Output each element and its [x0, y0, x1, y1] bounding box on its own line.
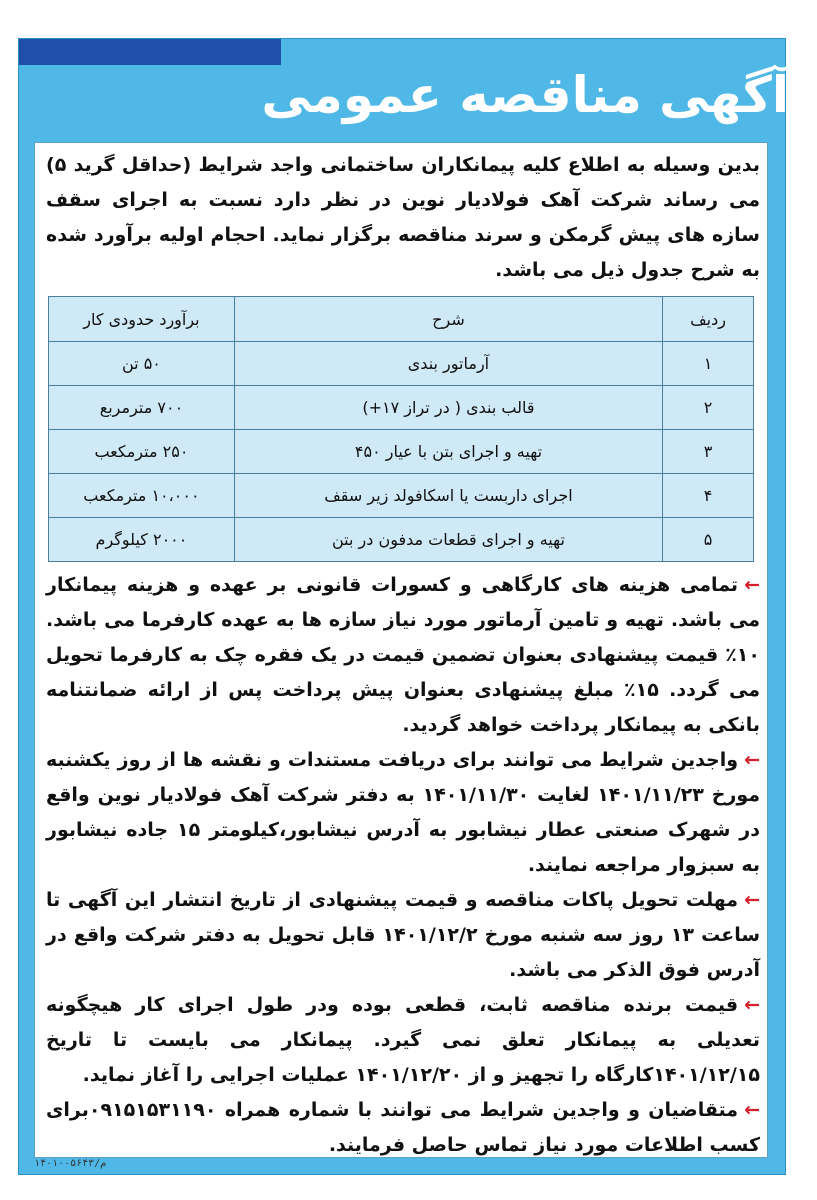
- row-index: ۴: [663, 474, 754, 518]
- table-header-row: [49, 297, 754, 342]
- table-row: [49, 342, 754, 386]
- table-row: [49, 430, 754, 474]
- row-description: تهیه و اجرای بتن با عیار ۴۵۰: [234, 430, 662, 474]
- condition-paragraph: [46, 568, 760, 743]
- condition-paragraph: [46, 1093, 760, 1163]
- row-description: اجرای داربست یا اسکافولد زیر سقف: [234, 474, 662, 518]
- row-index: ۳: [663, 430, 754, 474]
- condition-paragraph: [46, 988, 760, 1093]
- table-row: [49, 386, 754, 430]
- table-row: [49, 518, 754, 562]
- header-description: شرح: [234, 297, 662, 342]
- arrow-left-icon: ←: [744, 889, 760, 911]
- arrow-left-icon: ←: [744, 749, 760, 771]
- row-estimate: ۷۰۰ مترمربع: [49, 386, 235, 430]
- notice-content: [34, 148, 768, 1163]
- arrow-left-icon: ←: [744, 574, 760, 596]
- condition-text: مهلت تحویل پاکات مناقصه و قیمت پیشنهادی از تاریخ انتشار این آگهی تا ساعت ۱۳ روز سه شنبه مورخ ۱۴۰۱/۱۲/۲ قابل تحویل به دفتر شرکت واقع در آدرس فوق الذکر می باشد.: [46, 889, 761, 981]
- row-description: تهیه و اجرای قطعات مدفون در بتن: [234, 518, 662, 562]
- notice-title: آگهی مناقصه عمومی: [261, 66, 789, 124]
- condition-paragraph: [46, 743, 760, 883]
- row-index: ۲: [663, 386, 754, 430]
- condition-text: متقاضیان و واجدین شرایط می توانند با شماره همراه ۰۹۱۵۱۵۳۱۱۹۰برای کسب اطلاعات مورد نیاز تماس حاصل فرمایند.: [46, 1099, 760, 1156]
- publication-code: م/۱۴۰۱۰۰۵۶۴۳: [34, 1158, 107, 1169]
- row-estimate: ۵۰ تن: [49, 342, 235, 386]
- works-table: [48, 296, 754, 562]
- row-description: آرماتور بندی: [234, 342, 662, 386]
- header-estimate: برآورد حدودی کار: [49, 297, 235, 342]
- row-description: قالب بندی ( در تراز ۱۷+): [234, 386, 662, 430]
- arrow-left-icon: ←: [744, 994, 760, 1016]
- arrow-left-icon: ←: [744, 1099, 760, 1121]
- condition-paragraph: [46, 883, 760, 988]
- condition-text: واجدین شرایط می توانند برای دریافت مستندات و نقشه ها از روز یکشنبه مورخ ۱۴۰۱/۱۱/۲۳ لغایت ۱۴۰۱/۱۱/۳۰ به دفتر شرکت آهک فولادیار نوین واقع در شهرک صنعتی عطار نیشابور به آدرس نیشابور،کیلومتر ۱۵ جاده نیشابور به سبزوار مراجعه نمایند.: [46, 749, 761, 876]
- row-estimate: ۲۰۰۰ کیلوگرم: [49, 518, 235, 562]
- header-strip: [19, 39, 281, 65]
- condition-text: قیمت برنده مناقصه ثابت، قطعی بوده ودر طول اجرای کار هیچگونه تعدیلی به پیمانکار تعلق نمی گیرد. پیمانکار می بایست تا تاریخ ۱۴۰۱/۱۲/۱۵کارگاه را تجهیز و از ۱۴۰۱/۱۲/۲۰ عملیات اجرایی را آغاز نماید.: [46, 994, 760, 1086]
- condition-text: تمامی هزینه های کارگاهی و کسورات قانونی بر عهده و هزینه پیمانکار می باشد. تهیه و تامین آرماتور مورد نیاز سازه ها به عهده کارفرما می باشد. ۱۰٪ قیمت پیشنهادی بعنوان تضمین قیمت در یک فقره چک به کارفرما تحویل می گردد. ۱۵٪ مبلغ پیشنهادی بعنوان پیش پرداخت پس از ارائه ضمانتنامه بانکی به پیمانکار پرداخت خواهد گردید.: [46, 574, 760, 736]
- row-index: ۵: [663, 518, 754, 562]
- table-row: [49, 474, 754, 518]
- row-index: ۱: [663, 342, 754, 386]
- row-estimate: ۱۰،۰۰۰ مترمکعب: [49, 474, 235, 518]
- row-estimate: ۲۵۰ مترمکعب: [49, 430, 235, 474]
- header-index: ردیف: [663, 297, 754, 342]
- intro-paragraph: بدین وسیله به اطلاع کلیه پیمانکاران ساختمانی واجد شرایط (حداقل گرید ۵) می رساند شرکت آهک فولادیار نوین در نظر دارد نسبت به اجرای سقف سازه های پیش گرمکن و سرند مناقصه برگزار نماید. احجام اولیه برآورد شده به شرح جدول ذیل می باشد.: [46, 154, 760, 281]
